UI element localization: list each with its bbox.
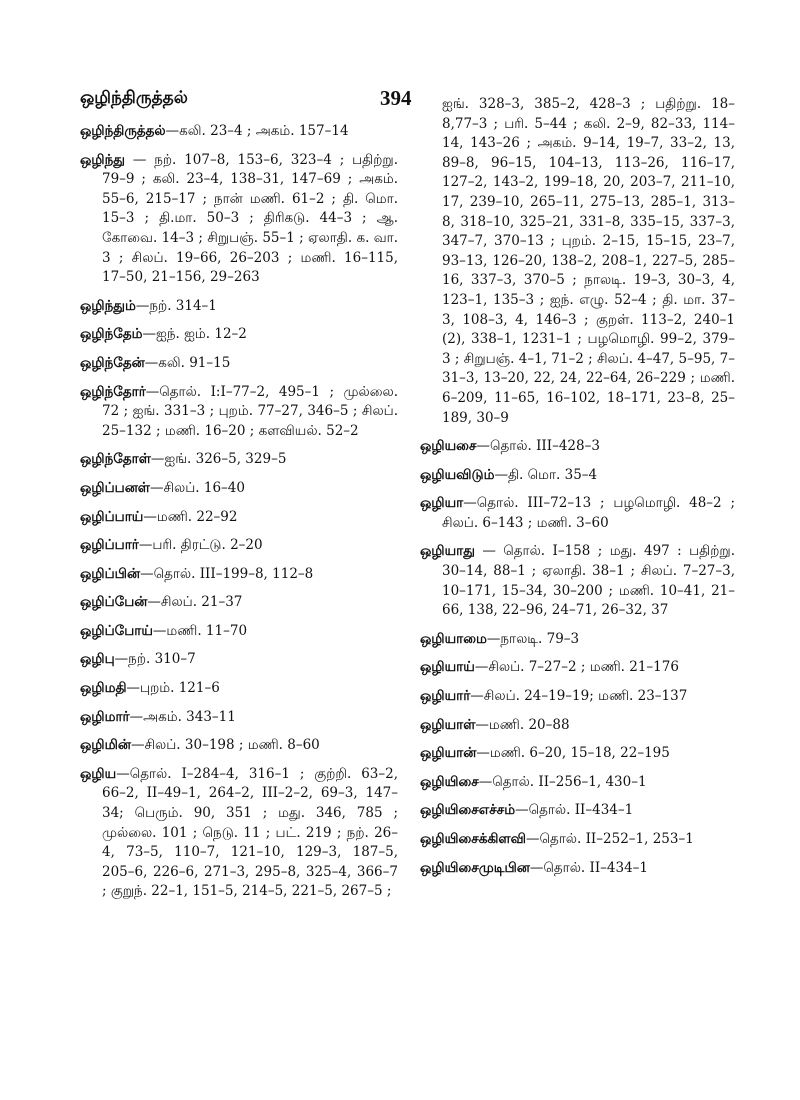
entry-references: —அகம். 343–11 — [129, 708, 236, 725]
page-number: 394 — [380, 86, 412, 110]
index-entry — [420, 630, 735, 650]
entry-references: —ஐந். ஐம். 12–2 — [142, 326, 247, 343]
index-entry — [420, 658, 735, 678]
entry-headword: ஒழிந்தேம் — [80, 326, 143, 343]
entry-references: —புறம். 121–6 — [126, 680, 220, 697]
entry-references: —சிலப். 7–27–2 ; மணி. 21–176 — [474, 659, 679, 676]
entry-references: —தொல். III–72–13 ; பழமொழி. 48–2 ; சிலப். 6–143 ; மணி. 3–60 — [442, 495, 735, 531]
index-entry — [420, 466, 735, 486]
entry-headword: ஒழியவிடும் — [420, 466, 495, 483]
entry-headword: ஒழிமார் — [80, 708, 130, 725]
index-entry — [420, 437, 735, 457]
entry-references: —தொல். III–428–3 — [476, 438, 600, 455]
entry-headword: ஒழிந்திருத்தல் — [80, 123, 166, 139]
entry-references: —சிலப். 21–37 — [147, 594, 243, 611]
index-entry — [80, 593, 398, 613]
entry-references: —மணி. 11–70 — [152, 622, 248, 639]
entry-headword: ஒழிந்து — [80, 151, 125, 168]
entry-references: —தொல். II–434–1 — [515, 802, 634, 819]
index-entry — [80, 736, 398, 756]
index-entry — [420, 859, 735, 879]
index-entry — [80, 297, 398, 317]
entry-headword: ஒழியான் — [420, 745, 477, 762]
entry-headword: ஒழிந்தேன் — [80, 354, 145, 371]
entry-references: —தொல். I–284–4, 316–1 ; குற்றி. 63–2, 66–2, II–49–1, 264–2, III–2–2, 69–3, 147–34; பெரும். 90, 351 ; மது. 346, 785 ; முல்லை. 101 ; நெடு. 11 ; பட். 219 ; நற். 26–4, 73–5, 110–7, 121–10, 129–3, 187–5, 205–6, 226–6, 271–3, 295–8, 325–4, 366–7 ; குறுந். 22–1, 151–5, 214–5, 221–5, 267–5 ; — [102, 765, 398, 900]
index-entry — [420, 494, 735, 533]
entry-references: —நற். 310–7 — [114, 651, 196, 668]
index-entry — [80, 650, 398, 670]
entry-headword: ஒழியா — [420, 495, 464, 512]
entry-headword: ஒழிந்தோள் — [80, 451, 151, 468]
entry-headword: ஒழிப்பேன் — [80, 594, 148, 611]
entry-headword: ஒழிந்தும் — [80, 297, 136, 314]
index-entry — [420, 542, 735, 620]
entry-references: —பரி. திரட்டு. 2–20 — [138, 537, 263, 554]
index-entry — [80, 708, 398, 728]
index-entry — [420, 773, 735, 793]
entry-headword: ஒழியாள் — [420, 716, 476, 733]
index-entry — [80, 151, 398, 288]
entry-references: —சிலப். 16–40 — [149, 479, 245, 496]
entry-headword: ஒழியிசைக்கிளவி — [420, 831, 526, 847]
entry-headword: ஒழிப்பாய் — [80, 508, 144, 525]
entry-references: —தொல். I:I–77–2, 495–1 ; முல்லை. 72 ; ஐங். 331–3 ; புறம். 77–27, 346–5 ; சிலப். 25–132 ; மணி. 16–20 ; களவியல். 52–2 — [102, 383, 398, 439]
entry-headword: ஒழியாது — [420, 543, 475, 560]
index-entry — [80, 765, 398, 902]
index-entry — [80, 450, 398, 470]
index-entry — [420, 95, 735, 428]
entry-headword: ஒழியிசை — [420, 773, 479, 790]
entry-headword: ஒழியிசைஎச்சம் — [420, 802, 516, 819]
entry-headword: ஒழிந்தோர் — [80, 383, 146, 400]
entry-headword: ஒழியிசைமுடிபின — [420, 859, 530, 876]
entry-headword: ஒழிப்பார் — [80, 537, 139, 554]
index-entry — [80, 536, 398, 556]
entry-references: —சிலப். 24–19–19; மணி. 23–137 — [470, 688, 688, 705]
entry-headword: ஒழிபு — [80, 651, 115, 668]
entry-headword: ஒழிப்பனள் — [80, 479, 150, 496]
index-entry — [420, 687, 735, 707]
entry-references: — தொல். I–158 ; மது. 497 : பதிற்று. 30–14, 88–1 ; ஏலாதி. 38–1 ; சிலப். 7–27–3, 10–171, 15–34, 30–200 ; மணி. 10–41, 21–66, 138, 22–96, 24–71, 26–32, 37 — [442, 543, 735, 619]
index-entry — [80, 122, 398, 142]
index-entry — [80, 508, 398, 528]
running-head: ஒழிந்திருத்தல் — [80, 88, 188, 108]
index-entry — [420, 801, 735, 821]
entry-headword: ஒழியசை — [420, 438, 477, 455]
index-entry — [80, 679, 398, 699]
entry-references: —மணி. 20–88 — [475, 716, 570, 733]
entry-references: —தி. மொ. 35–4 — [494, 466, 598, 483]
right-column — [420, 95, 735, 887]
entry-headword: ஒழிப்பின் — [80, 565, 141, 582]
entry-references: —கலி. 91–15 — [144, 354, 231, 371]
entry-references: —மணி. 6–20, 15–18, 22–195 — [476, 745, 670, 762]
index-entry — [420, 744, 735, 764]
index-entry — [80, 354, 398, 374]
entry-headword: ஒழிய — [80, 765, 117, 782]
index-entry — [80, 565, 398, 585]
entry-references: —தொல். II–252–1, 253–1 — [525, 831, 694, 847]
index-entry — [80, 325, 398, 345]
entry-references: —தொல். III–199–8, 112–8 — [140, 565, 314, 582]
index-entry — [80, 622, 398, 642]
entry-headword: ஒழிப்போய் — [80, 622, 153, 639]
entry-references: —ஐங். 326–5, 329–5 — [150, 451, 287, 468]
entry-references: —மணி. 22–92 — [143, 508, 238, 525]
entry-headword: ஒழியார் — [420, 688, 471, 705]
index-entry — [420, 830, 735, 850]
entry-references: —நற். 314–1 — [135, 297, 217, 314]
entry-references: ஐங். 328–3, 385–2, 428–3 ; பதிற்று. 18–8,77–3 ; பரி. 5–44 ; கலி. 2–9, 82–33, 114–14, 143–26 ; அகம். 9–14, 19–7, 33–2, 13, 89–8, 96–15, 104–13, 113–26, 116–17, 127–2, 143–2, 199–18, 20, 203–7, 211–10, 17, 239–10, 265–11, 275–13, 285–1, 313–8, 318–10, 325–21, 331–8, 335–15, 337–3, 347–7, 370–13 ; புறம். 2–15, 15–15, 23–7, 93–13, 126–20, 138–2, 208–1, 227–5, 285–16, 337–3, 370–5 ; நாலடி. 19–3, 30–3, 4, 123–1, 135–3 ; ஐந். எழு. 52–4 ; தி. மா. 37–3, 108–3, 4, 146–3 ; குறள். 113–2, 240–1 (2), 338–1, 1231–1 ; பழமொழி. 99–2, 379–3 ; சிறுபஞ். 4–1, 71–2 ; சிலப். 4–47, 5–95, 7–31–3, 13–20, 22, 24, 22–64, 26–229 ; மணி. 6–209, 11–65, 16–102, 18–171, 23–8, 25–189, 30–9 — [442, 96, 735, 426]
index-entry — [420, 716, 735, 736]
entry-references: —தொல். II–434–1 — [529, 859, 649, 876]
entry-references: —சிலப். 30–198 ; மணி. 8–60 — [130, 737, 320, 754]
entry-references: —தொல். II–256–1, 430–1 — [478, 773, 647, 790]
entry-headword: ஒழிமதி — [80, 680, 127, 697]
entry-references: — நற். 107–8, 153–6, 323–4 ; பதிற்று. 79–9 ; கலி. 23–4, 138–31, 147–69 ; அகம். 55–6, 215–17 ; நான் மணி. 61–2 ; தி. மொ. 15–3 ; தி.மா. 50–3 ; திரிகடு. 44–3 ; ஆ. கோவை. 14–3 ; சிறுபஞ். 55–1 ; ஏலாதி. க. வா. 3 ; சிலப். 19–66, 26–203 ; மணி. 16–115, 17–50, 21–156, 29–263 — [102, 151, 398, 286]
entry-headword: ஒழிமின் — [80, 737, 131, 754]
entry-references: —கலி. 23–4 ; அகம். 157–14 — [165, 123, 349, 139]
entry-headword: ஒழியாமை — [420, 630, 487, 647]
entry-headword: ஒழியாய் — [420, 659, 475, 676]
left-column — [80, 122, 398, 911]
index-entry — [80, 479, 398, 499]
entry-references: —நாலடி. 79–3 — [486, 630, 580, 647]
index-entry — [80, 383, 398, 442]
